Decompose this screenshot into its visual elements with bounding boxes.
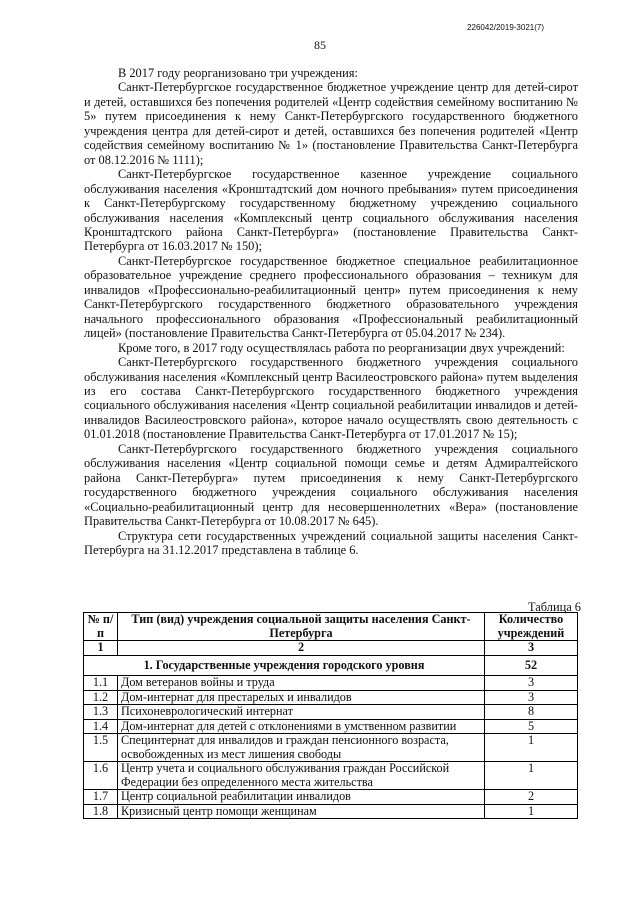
- row-name: Центр социальной реабилитации инвалидов: [118, 790, 485, 805]
- row-name: Дом-интернат для престарелых и инвалидов: [118, 690, 485, 705]
- index-cell: 3: [485, 641, 578, 656]
- row-name: Центр учета и социального обслуживания граждан Российской Федерации без определенного места жительства: [118, 762, 485, 790]
- row-name: Дом ветеранов войны и труда: [118, 676, 485, 691]
- page-number: 85: [314, 38, 326, 52]
- table-section-row: [84, 655, 578, 676]
- section-count: 52: [485, 655, 578, 676]
- row-name: Дом-интернат для детей с отклонениями в умственном развитии: [118, 719, 485, 734]
- paragraph: Кроме того, в 2017 году осуществлялась работа по реорганизации двух учреждений:: [118, 340, 565, 355]
- paragraph: Санкт-Петербургское государственное казенное учреждение социального обслуживания населения «Кронштадтский дом ночного пребывания» путем присоединения к Санкт-Петербургскому государственному бюджетному учреждению социального обслуживания населения «Комплексный центр социального обслуживания населения Кронштадтского района Санкт-Петербурга» (постановление Правительства Санкт-Петербурга от 16.03.2017 № 150);: [84, 167, 578, 254]
- table-index-row: [84, 641, 578, 656]
- table-header-row: [84, 613, 578, 641]
- paragraph: Санкт-Петербургского государственного бюджетного учреждения социального обслуживания населения «Комплексный центр Василеостровского района» путем выделения из его состава Санкт-Петербургского государственного бюджетного учреждения социального обслуживания населения «Центр социальной реабилитации инвалидов и детей-инвалидов Василеостровского района», которое начало осуществлять свою деятельность с 01.01.2018 (постановление Правительства Санкт-Петербурга от 17.01.2017 № 15);: [84, 355, 578, 442]
- table-caption: Таблица 6: [528, 600, 581, 614]
- table-row: [84, 762, 578, 790]
- paragraph: Структура сети государственных учреждений социальной защиты населения Санкт-Петербурга на 31.12.2017 представлена в таблице 6.: [84, 528, 578, 557]
- column-header-number: № п/п: [84, 613, 118, 641]
- row-number: 1.5: [84, 734, 118, 762]
- row-count: 1: [485, 734, 578, 762]
- index-cell: 2: [118, 641, 485, 656]
- row-number: 1.4: [84, 719, 118, 734]
- paragraph: В 2017 году реорганизовано три учреждения:: [118, 66, 358, 80]
- table-row: [84, 719, 578, 734]
- table-row: [84, 705, 578, 720]
- section-title: 1. Государственные учреждения городского уровня: [84, 655, 485, 676]
- row-count: 1: [485, 762, 578, 790]
- paragraph: Санкт-Петербургское государственное бюджетное учреждение центр для детей-сирот и детей, оставшихся без попечения родителей «Центр содействия семейному воспитанию № 5» путем присоединения к нему Санкт-Петербургского государственного бюджетного учреждения центра для детей-сирот и детей, оставшихся без попечения родителей «Центр содействия семейному воспитанию № 1» (постановление Правительства Санкт-Петербурга от 08.12.2016 № 1111);: [84, 80, 578, 167]
- row-count: 2: [485, 790, 578, 805]
- row-name: Специнтернат для инвалидов и граждан пенсионного возраста, освобожденных из мест лишения свободы: [118, 734, 485, 762]
- row-number: 1.3: [84, 705, 118, 720]
- row-name: Кризисный центр помощи женщинам: [118, 804, 485, 819]
- column-header-type: Тип (вид) учреждения социальной защиты населения Санкт-Петербурга: [118, 613, 485, 641]
- document-id: 226042/2019-3021(7): [467, 23, 544, 32]
- table-row: [84, 804, 578, 819]
- row-count: 3: [485, 690, 578, 705]
- table-row: [84, 690, 578, 705]
- paragraph: Санкт-Петербургского государственного бюджетного учреждения социального обслуживания населения «Центр социальной помощи семье и детям Адмиралтейского района Санкт-Петербурга» путем присоединения к нему Санкт-Петербургского государственного бюджетного учреждения социального обслуживания населения «Социально-реабилитационный центр для несовершеннолетних «Вера» (постановление Правительства Санкт-Петербурга от 10.08.2017 № 645).: [84, 441, 578, 529]
- table-row: [84, 790, 578, 805]
- institutions-table: [83, 612, 578, 819]
- row-number: 1.2: [84, 690, 118, 705]
- table-row: [84, 734, 578, 762]
- paragraph: Санкт-Петербургское государственное бюджетное специальное реабилитационное образовательное учреждение среднего профессионального образования – техникум для инвалидов «Профессионально-реабилитационный центр» путем присоединения к нему Санкт-Петербургского государственного бюджетного образовательного учреждения начального профессионального образования «Профессиональный реабилитационный лицей» (постановление Правительства Санкт-Петербурга от 05.04.2017 № 234).: [84, 253, 578, 341]
- column-header-count: Количество учреждений: [485, 613, 578, 641]
- row-number: 1.7: [84, 790, 118, 805]
- row-count: 3: [485, 676, 578, 691]
- row-number: 1.6: [84, 762, 118, 790]
- row-name: Психоневрологический интернат: [118, 705, 485, 720]
- row-count: 8: [485, 705, 578, 720]
- row-count: 5: [485, 719, 578, 734]
- table-row: [84, 676, 578, 691]
- index-cell: 1: [84, 641, 118, 656]
- row-number: 1.1: [84, 676, 118, 691]
- body-text: [84, 66, 578, 557]
- row-count: 1: [485, 804, 578, 819]
- row-number: 1.8: [84, 804, 118, 819]
